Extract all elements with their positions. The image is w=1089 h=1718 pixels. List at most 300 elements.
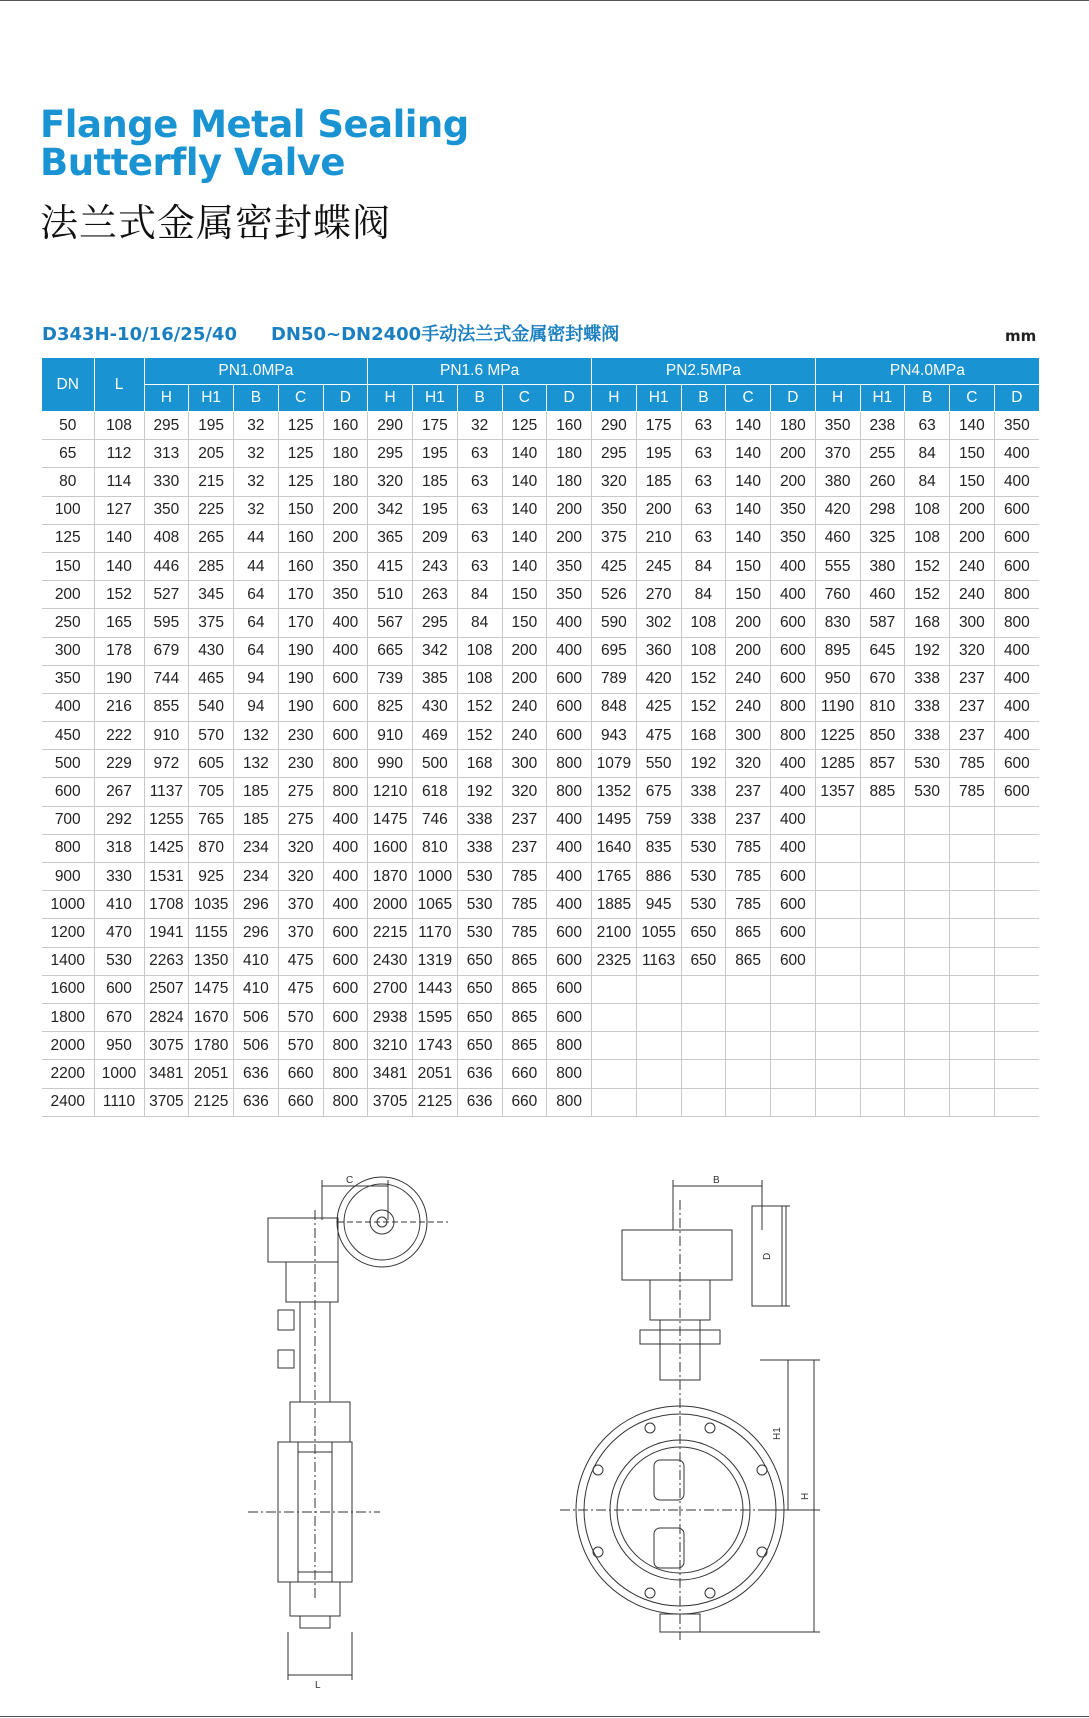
table-cell: 530 [457,863,502,891]
subcol-d: D [994,385,1039,412]
table-row [42,1060,1039,1088]
table-cell: 636 [457,1060,502,1088]
table-cell: 857 [860,750,905,778]
subcol-d: D [771,385,816,412]
table-cell: 190 [278,693,323,721]
table-cell [592,1060,637,1088]
table-cell: 800 [323,750,368,778]
table-row [42,891,1039,919]
table-row [42,1032,1039,1060]
table-cell: 650 [681,919,726,947]
table-cell: 848 [592,693,637,721]
table-cell: 3705 [368,1088,413,1116]
table-cell: 84 [905,468,950,496]
table-cell: 180 [323,468,368,496]
table-cell: 240 [726,693,771,721]
table-cell: 530 [681,834,726,862]
side-l-label: L [315,1680,321,1691]
table-cell: 63 [457,496,502,524]
table-cell: 865 [502,1032,547,1060]
table-cell: 800 [42,834,94,862]
subcol-b: B [905,385,950,412]
subcol-h1: H1 [189,385,234,412]
table-cell: 760 [815,581,860,609]
table-cell: 296 [234,919,279,947]
table-cell: 342 [368,496,413,524]
table-cell [860,1003,905,1031]
table-cell: 400 [994,665,1039,693]
table-cell: 230 [278,722,323,750]
table-cell: 44 [234,552,279,580]
table-cell: 295 [144,412,189,440]
table-cell: 290 [592,412,637,440]
table-cell: 132 [234,722,279,750]
table-cell: 195 [413,496,458,524]
front-view-drawing [560,1180,820,1640]
table-cell [860,1088,905,1116]
table-cell [771,975,816,1003]
table-cell: 338 [905,665,950,693]
table-cell: 205 [189,440,234,468]
table-cell: 3210 [368,1032,413,1060]
table-cell: 94 [234,693,279,721]
table-cell: 2051 [413,1060,458,1088]
table-cell: 600 [323,919,368,947]
table-cell [636,1003,681,1031]
table-cell: 250 [42,609,94,637]
table-cell: 800 [547,778,592,806]
table-cell [815,1060,860,1088]
table-cell: 84 [457,609,502,637]
table-cell: 600 [771,891,816,919]
table-cell [994,1060,1039,1088]
table-cell: 1350 [189,947,234,975]
table-cell: 140 [726,496,771,524]
table-cell: 267 [94,778,144,806]
table-cell [905,947,950,975]
table-cell: 600 [323,947,368,975]
table-cell: 170 [278,609,323,637]
table-cell: 1285 [815,750,860,778]
table-cell: 185 [234,806,279,834]
table-cell: 2325 [592,947,637,975]
table-cell: 200 [323,524,368,552]
table-cell: 200 [502,665,547,693]
table-cell: 1885 [592,891,637,919]
table-cell: 265 [189,524,234,552]
table-cell: 152 [681,693,726,721]
table-cell: 150 [502,609,547,637]
table-cell: 886 [636,863,681,891]
table-cell: 1319 [413,947,458,975]
table-cell: 238 [860,412,905,440]
table-cell: 240 [950,552,995,580]
table-cell [994,806,1039,834]
table-cell: 660 [278,1088,323,1116]
table-cell: 3481 [368,1060,413,1088]
subcol-h: H [592,385,637,412]
table-cell [860,975,905,1003]
table-cell: 132 [234,750,279,778]
table-cell: 237 [726,778,771,806]
table-cell: 320 [368,468,413,496]
table-cell: 140 [502,468,547,496]
table-cell: 114 [94,468,144,496]
group-pn10: PN1.0MPa [144,358,368,385]
table-cell: 380 [815,468,860,496]
table-cell [905,919,950,947]
title-en-line1: Flange Metal Sealing [40,103,469,146]
table-cell: 446 [144,552,189,580]
table-cell: 370 [278,919,323,947]
table-cell: 320 [726,750,771,778]
table-cell: 32 [234,468,279,496]
table-cell: 84 [457,581,502,609]
table-cell: 400 [771,834,816,862]
table-cell: 168 [905,609,950,637]
table-cell: 178 [94,637,144,665]
subcol-b: B [681,385,726,412]
table-cell: 295 [368,440,413,468]
table-cell: 400 [323,609,368,637]
table-cell [950,1060,995,1088]
table-cell: 65 [42,440,94,468]
table-cell [592,975,637,1003]
table-cell: 660 [502,1088,547,1116]
table-cell: 63 [681,496,726,524]
table-cell: 296 [234,891,279,919]
table-cell: 195 [636,440,681,468]
table-cell: 152 [905,552,950,580]
table-cell: 800 [771,722,816,750]
table-cell: 540 [189,693,234,721]
table-cell: 400 [994,637,1039,665]
table-cell: 590 [592,609,637,637]
table-cell: 195 [413,440,458,468]
table-cell: 32 [457,412,502,440]
table-cell: 400 [547,863,592,891]
table-cell: 385 [413,665,458,693]
table-cell: 400 [323,891,368,919]
table-cell: 600 [323,693,368,721]
table-cell: 469 [413,722,458,750]
table-cell: 290 [368,412,413,440]
table-cell: 665 [368,637,413,665]
table-cell: 415 [368,552,413,580]
table-cell: 1495 [592,806,637,834]
model-code: D343H-10/16/25/40 [42,324,237,345]
table-cell [994,919,1039,947]
table-cell: 300 [502,750,547,778]
subcol-d: D [547,385,592,412]
table-cell: 660 [278,1060,323,1088]
table-cell: 550 [636,750,681,778]
group-pn25: PN2.5MPa [592,358,816,385]
table-cell: 785 [502,891,547,919]
top-rule [0,0,1089,1]
table-cell: 600 [547,722,592,750]
table-cell: 200 [636,496,681,524]
table-cell: 895 [815,637,860,665]
subcol-b: B [234,385,279,412]
table-cell [636,1088,681,1116]
table-cell: 240 [950,581,995,609]
model-heading [42,320,619,346]
table-cell: 338 [681,778,726,806]
table-row [42,1003,1039,1031]
table-row [42,440,1039,468]
table-row [42,1088,1039,1116]
table-row [42,975,1039,1003]
table-cell [994,1003,1039,1031]
table-cell: 108 [94,412,144,440]
table-cell: 567 [368,609,413,637]
table-cell: 600 [771,947,816,975]
table-cell: 234 [234,863,279,891]
table-cell: 234 [234,834,279,862]
table-cell: 910 [368,722,413,750]
table-cell: 112 [94,440,144,468]
table-cell: 400 [547,834,592,862]
table-cell: 1475 [368,806,413,834]
table-cell: 510 [368,581,413,609]
table-row [42,750,1039,778]
table-cell: 140 [502,552,547,580]
table-cell: 1079 [592,750,637,778]
table-row [42,722,1039,750]
table-cell: 600 [994,496,1039,524]
table-cell: 800 [547,1032,592,1060]
table-cell: 400 [547,806,592,834]
table-cell: 785 [950,750,995,778]
bottom-rule [0,1716,1089,1717]
table-cell: 295 [592,440,637,468]
table-cell [815,891,860,919]
table-cell: 400 [323,834,368,862]
table-cell: 300 [726,722,771,750]
table-cell: 2000 [42,1032,94,1060]
table-cell: 420 [636,665,681,693]
table-cell: 1352 [592,778,637,806]
table-cell [726,1088,771,1116]
table-cell [860,947,905,975]
table-cell [815,1088,860,1116]
table-cell: 1155 [189,919,234,947]
table-cell: 350 [771,496,816,524]
table-cell: 63 [681,412,726,440]
table-cell: 180 [323,440,368,468]
table-cell: 865 [502,975,547,1003]
table-cell: 865 [726,947,771,975]
table-cell: 263 [413,581,458,609]
table-cell: 240 [726,665,771,693]
table-cell: 140 [502,524,547,552]
table-cell: 185 [636,468,681,496]
table-cell: 190 [278,665,323,693]
table-cell: 209 [413,524,458,552]
table-cell: 237 [502,806,547,834]
col-l: L [94,358,144,412]
table-cell [815,806,860,834]
table-cell: 300 [950,609,995,637]
table-cell: 63 [681,468,726,496]
table-cell: 885 [860,778,905,806]
table-cell: 345 [189,581,234,609]
table-cell: 650 [457,975,502,1003]
table-cell [726,1003,771,1031]
table-cell: 785 [502,863,547,891]
table-cell: 865 [502,947,547,975]
table-cell [950,1032,995,1060]
table-cell: 420 [815,496,860,524]
table-cell: 63 [681,440,726,468]
table-cell: 785 [950,778,995,806]
table-cell: 400 [323,806,368,834]
table-cell: 430 [413,693,458,721]
table-cell: 200 [547,524,592,552]
table-cell: 1475 [189,975,234,1003]
table-cell [592,1088,637,1116]
table-cell: 600 [547,1003,592,1031]
table-cell: 350 [815,412,860,440]
table-cell [905,863,950,891]
title-en-line2: Butterfly Valve [40,141,346,184]
table-cell: 600 [323,722,368,750]
table-cell: 800 [547,1088,592,1116]
table-cell: 160 [278,552,323,580]
table-cell [994,1032,1039,1060]
table-cell: 245 [636,552,681,580]
table-cell [860,919,905,947]
table-cell: 1000 [413,863,458,891]
table-cell [860,863,905,891]
subcol-c: C [950,385,995,412]
table-cell: 660 [502,1060,547,1088]
table-cell: 1163 [636,947,681,975]
table-cell [815,1032,860,1060]
table-cell: 192 [905,637,950,665]
table-cell: 530 [905,750,950,778]
front-h1-label: H1 [772,1427,783,1440]
table-cell: 675 [636,778,681,806]
table-cell: 410 [94,891,144,919]
table-cell: 785 [726,891,771,919]
table-cell: 600 [323,1003,368,1031]
table-cell: 600 [323,665,368,693]
table-cell: 237 [502,834,547,862]
table-cell: 2200 [42,1060,94,1088]
subcol-h: H [815,385,860,412]
table-cell [771,1060,816,1088]
table-cell: 298 [860,496,905,524]
table-cell: 63 [457,524,502,552]
table-cell [860,834,905,862]
table-cell [681,1060,726,1088]
table-cell: 108 [905,524,950,552]
table-cell [592,1032,637,1060]
table-cell: 785 [726,863,771,891]
table-cell: 943 [592,722,637,750]
table-cell [726,975,771,1003]
table-cell: 240 [502,693,547,721]
table-cell: 150 [726,581,771,609]
table-cell: 1000 [42,891,94,919]
table-row [42,806,1039,834]
table-cell: 243 [413,552,458,580]
table-cell: 785 [502,919,547,947]
table-cell: 789 [592,665,637,693]
table-cell: 855 [144,693,189,721]
table-cell: 636 [234,1088,279,1116]
table-cell: 2507 [144,975,189,1003]
table-row [42,524,1039,552]
table-cell: 430 [189,637,234,665]
table-cell: 800 [547,1060,592,1088]
table-cell [905,806,950,834]
table-cell: 84 [681,552,726,580]
page-title-en [40,103,469,184]
table-cell: 744 [144,665,189,693]
table-cell: 530 [457,891,502,919]
table-cell: 215 [189,468,234,496]
group-pn40: PN4.0MPa [815,358,1039,385]
table-cell: 870 [189,834,234,862]
table-cell: 650 [457,947,502,975]
table-cell [950,834,995,862]
table-cell: 600 [547,919,592,947]
table-cell: 180 [771,412,816,440]
table-cell: 800 [771,693,816,721]
table-cell: 800 [323,1032,368,1060]
table-cell [815,1003,860,1031]
table-cell: 475 [636,722,681,750]
table-cell: 229 [94,750,144,778]
table-cell: 425 [636,693,681,721]
table-cell: 900 [42,863,94,891]
table-cell [815,863,860,891]
table-cell: 2000 [368,891,413,919]
table-cell: 746 [413,806,458,834]
table-cell: 506 [234,1032,279,1060]
table-cell: 530 [681,863,726,891]
table-cell: 1357 [815,778,860,806]
table-cell: 84 [681,581,726,609]
table-cell: 150 [950,440,995,468]
table-cell: 1110 [94,1088,144,1116]
table-cell: 338 [457,806,502,834]
table-cell: 295 [413,609,458,637]
table-cell: 825 [368,693,413,721]
table-cell: 650 [457,1032,502,1060]
table-cell: 600 [994,778,1039,806]
table-row [42,552,1039,580]
table-cell: 63 [457,468,502,496]
table-cell: 160 [323,412,368,440]
table-cell: 300 [42,637,94,665]
side-view-drawing [248,1177,448,1680]
table-cell: 400 [994,468,1039,496]
table-cell [950,947,995,975]
table-row [42,693,1039,721]
table-cell: 527 [144,581,189,609]
table-cell: 170 [278,581,323,609]
table-cell: 270 [636,581,681,609]
table-cell: 1670 [189,1003,234,1031]
subcol-c: C [502,385,547,412]
table-cell [636,1032,681,1060]
table-cell: 600 [547,975,592,1003]
table-cell: 190 [278,637,323,665]
